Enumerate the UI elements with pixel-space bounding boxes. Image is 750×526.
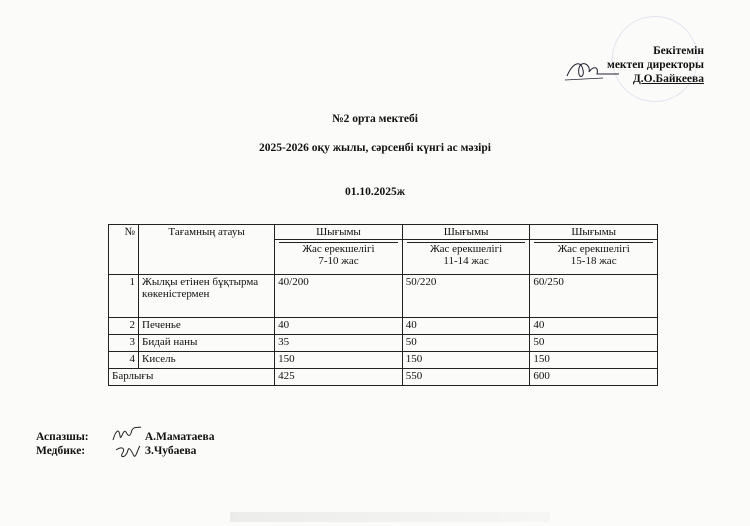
table-row xyxy=(109,335,658,352)
age-label: Жас ерекшелігі xyxy=(302,243,375,255)
col-output-header-1: Шығымы xyxy=(275,225,403,240)
row-number: 1 xyxy=(109,275,139,318)
row-number: 4 xyxy=(109,352,139,369)
col-output-header-2: Шығымы xyxy=(402,225,530,240)
output-value: 50/220 xyxy=(402,275,530,318)
approval-line-1: Бекітемін xyxy=(653,45,704,57)
director-name: Д.О.Байкеева xyxy=(632,73,704,85)
menu-table xyxy=(108,224,658,386)
age-label: Жас ерекшелігі xyxy=(557,243,630,255)
dish-name: Кисель xyxy=(139,352,275,369)
age-label: Жас ерекшелігі xyxy=(429,243,503,255)
age-range: 11-14 жас xyxy=(443,255,489,267)
approval-line-2: мектеп директоры xyxy=(606,59,704,71)
table-row xyxy=(109,318,658,335)
age-range: 7-10 жас xyxy=(318,255,359,267)
output-value: 40 xyxy=(275,318,403,335)
output-value: 150 xyxy=(530,352,658,369)
nurse-name: З.Чубаева xyxy=(144,445,197,457)
age-group-3 xyxy=(530,240,658,275)
cook-signature xyxy=(110,424,144,444)
school-name: №2 орта мектебі xyxy=(332,113,418,125)
scan-smudge xyxy=(230,512,550,522)
dish-name: Жылқы етінен бұқтырма көкеністермен xyxy=(139,275,275,318)
row-number: 2 xyxy=(109,318,139,335)
col-dish-header: Тағамның атауы xyxy=(139,225,275,275)
nurse-signature xyxy=(112,442,142,462)
age-group-2 xyxy=(402,240,530,275)
output-value: 40 xyxy=(402,318,530,335)
header-row xyxy=(109,225,658,240)
nurse-role: Медбике: xyxy=(36,445,86,457)
age-range: 15-18 жас xyxy=(570,255,617,267)
output-value: 35 xyxy=(275,335,403,352)
menu-date: 01.10.2025ж xyxy=(344,186,406,198)
output-value: 50 xyxy=(402,335,530,352)
row-number: 3 xyxy=(109,335,139,352)
output-value: 60/250 xyxy=(530,275,658,318)
output-value: 40/200 xyxy=(275,275,403,318)
col-number-header: № xyxy=(109,225,139,275)
director-signature xyxy=(563,56,623,86)
age-group-1 xyxy=(275,240,403,275)
table-row xyxy=(109,275,658,318)
output-value: 150 xyxy=(275,352,403,369)
output-value: 40 xyxy=(530,318,658,335)
output-value: 150 xyxy=(402,352,530,369)
output-value: 50 xyxy=(530,335,658,352)
total-label: Барлығы xyxy=(109,369,275,386)
dish-name: Бидай наны xyxy=(139,335,275,352)
total-value: 425 xyxy=(275,369,403,386)
menu-subtitle: 2025-2026 оқу жылы, сәрсенбі күнгі ас мәзірі xyxy=(259,142,491,154)
col-output-header-3: Шығымы xyxy=(530,225,658,240)
total-row xyxy=(109,369,658,386)
table-row xyxy=(109,352,658,369)
total-value: 600 xyxy=(530,369,658,386)
cook-name: А.Маматаева xyxy=(144,431,215,443)
total-value: 550 xyxy=(402,369,530,386)
cook-role: Аспазшы: xyxy=(36,431,89,443)
dish-name: Печенье xyxy=(139,318,275,335)
